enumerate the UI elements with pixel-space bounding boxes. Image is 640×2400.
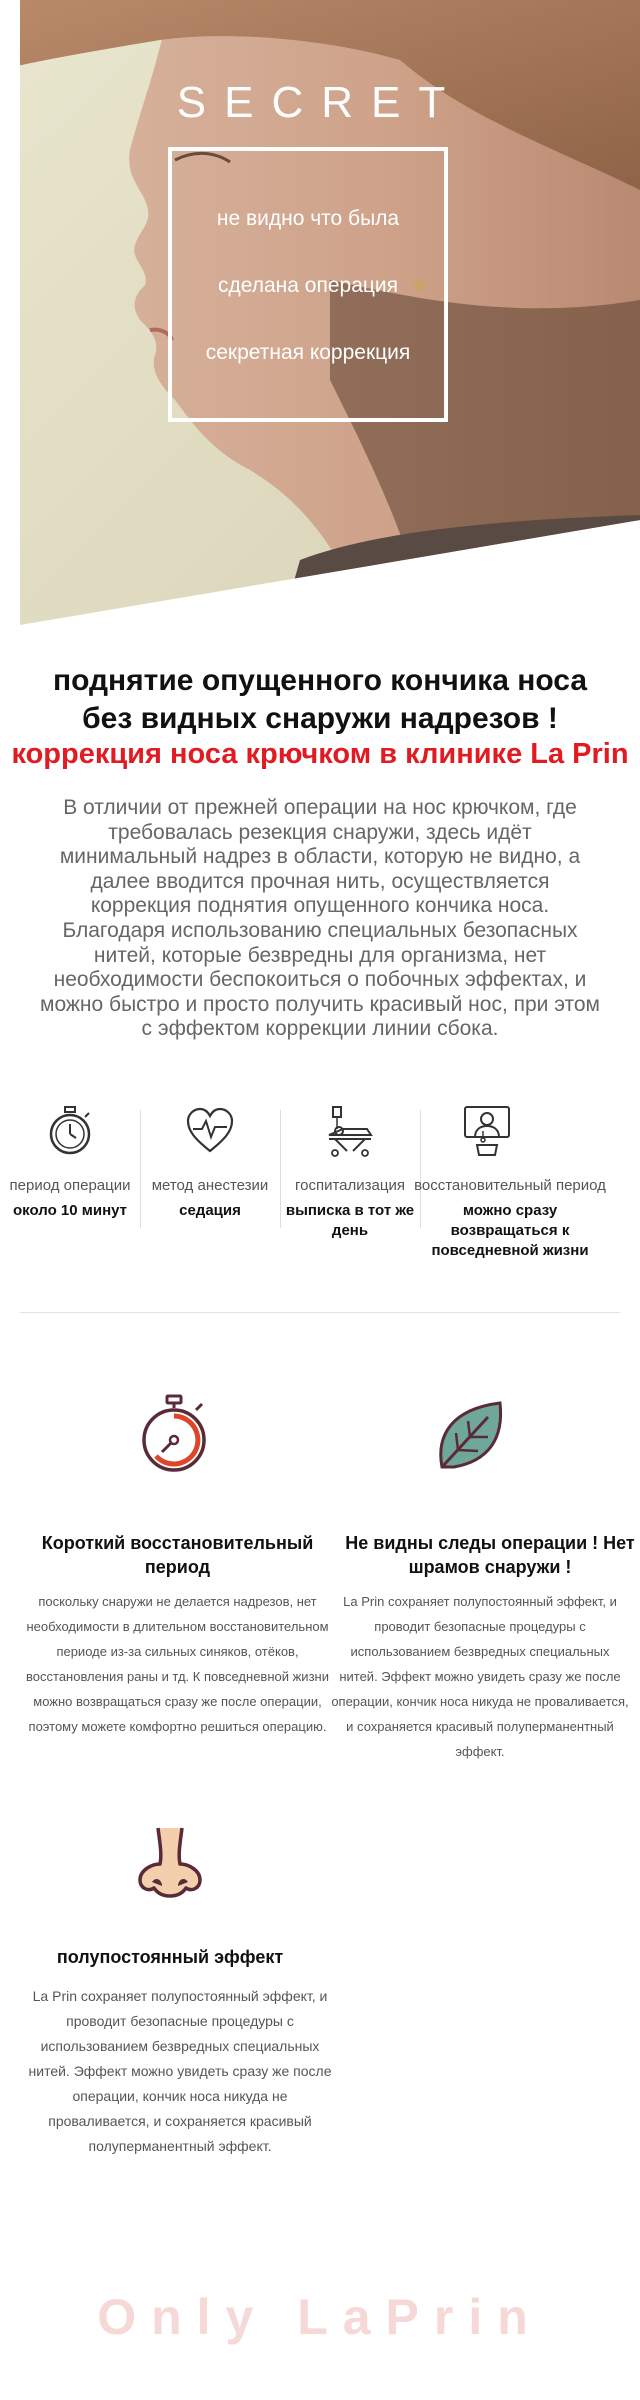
headline-line-1: поднятие опущенного кончика носа	[52, 664, 588, 697]
stat-label: восстановительный период	[414, 1177, 606, 1194]
nose-icon	[130, 1824, 210, 1904]
stat-label: метод анестезии	[151, 1177, 269, 1194]
timer-icon	[134, 1394, 214, 1474]
intro-paragraph: В отличии от прежней операции на нос крючком, где требовалась резекция снаружи, здесь идёт минимальный надрез в области, которую не видно, а далее вводится прочная нить, осуществляется коррекция поднятия опущенного кончика носа. Благодаря использованию специальных безопасных нитей, которые безвредны для организма, нет необходимости беспокоиться о побочных эффектах, и можно быстро и просто получить красивый нос, при этом с эффектом коррекции линии сбока.	[40, 796, 600, 1041]
headline-line-2: без видных снаружи надрезов !	[82, 702, 558, 735]
headline-red: коррекция носа крючком в клинике La Prin	[11, 738, 629, 770]
stat-recovery	[414, 1105, 620, 1259]
feature-title: Короткий восстановительный период	[41, 1533, 314, 1577]
hospital-bed-icon	[325, 1105, 375, 1157]
feature-text: La Prin сохраняет полупостоянный эффект, и проводит безопасные процедуры с использованием безвредных специальных нитей. Эффект можно увидеть сразу же после операции, кончик носа никуда не проваливается, и сохраняется красивый полуперманентный эффект.	[331, 1594, 629, 1759]
stat-label: госпитализация	[295, 1177, 405, 1194]
feature-text: La Prin сохраняет полупостоянный эффект, и проводит безопасные процедуры с использованием безвредных специальных нитей. Эффект можно увидеть сразу же после операции, кончик носа никуда не проваливается, и сохраняется красивый полуперманентный эффект.	[28, 1988, 332, 2154]
stat-value: около 10 минут	[12, 1202, 128, 1219]
stat-value: выписка в тот же день	[285, 1202, 415, 1239]
stat-value: можно сразу возвращаться к повседневной жизни	[431, 1202, 589, 1259]
stat-hospitalization	[280, 1105, 420, 1250]
footer-logo: Only LaPrin	[97, 2289, 543, 2345]
stat-value: седация	[179, 1202, 241, 1219]
stat-label: период операции	[9, 1177, 131, 1194]
feature-title: Не видны следы операции ! Нет шрамов снаружи !	[345, 1533, 635, 1577]
hero-line-3: секретная коррекция	[205, 341, 411, 364]
doctor-icon	[462, 1105, 512, 1157]
hero-line-1: не видно что была	[216, 207, 400, 230]
stat-operation-period	[0, 1105, 140, 1250]
brand-title: SECRET	[176, 78, 464, 127]
stopwatch-icon	[45, 1105, 95, 1157]
stat-anesthesia	[140, 1105, 280, 1250]
feature-title: полупостоянный эффект	[56, 1947, 284, 1967]
hero-banner	[0, 0, 640, 630]
heartbeat-icon	[185, 1105, 235, 1157]
feature-text: поскольку снаружи не делается надрезов, нет необходимости в длительном восстановительном периоде из-за сильных синяков, отёков, восстановления раны и тд. К повседневной жизни можно возвращаться сразу же после операции, поэтому можете комфортно решиться операцию.	[26, 1594, 329, 1734]
hero-line-2: сделана операция	[218, 274, 398, 297]
section-divider	[20, 1312, 620, 1313]
leaf-icon	[430, 1395, 510, 1475]
